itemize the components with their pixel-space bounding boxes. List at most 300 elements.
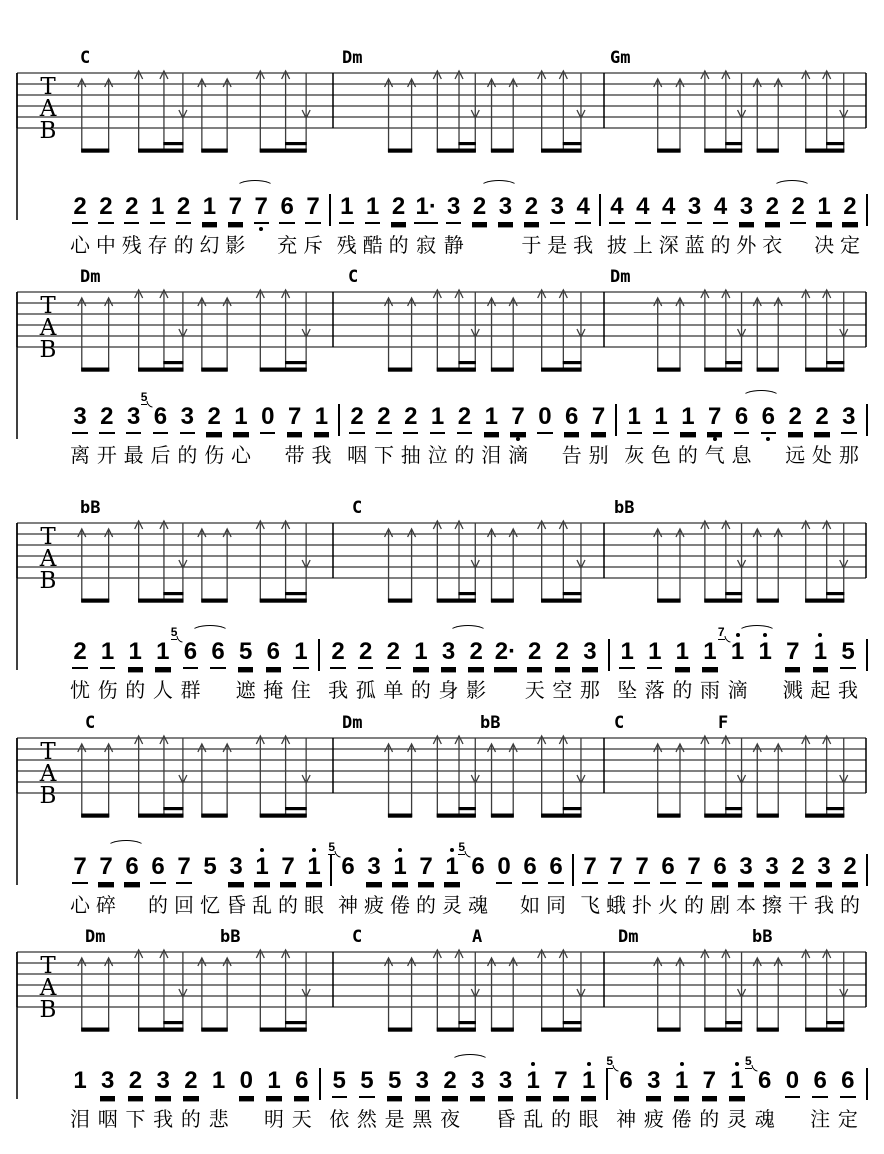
jianpu-number-wrap xyxy=(228,194,243,224)
lyric-char: 处 xyxy=(812,443,833,467)
lyric-char: 泣 xyxy=(427,443,448,467)
jianpu-number: 6 xyxy=(125,853,139,880)
note-token xyxy=(181,1068,201,1130)
jianpu-number-wrap xyxy=(619,639,634,669)
jianpu-number: 1 xyxy=(255,853,269,880)
lyric-char: 斥 xyxy=(303,233,324,257)
jianpu-number-wrap xyxy=(305,194,320,224)
lyric-char: 影 xyxy=(466,678,487,702)
jianpu-number: 0 xyxy=(261,403,275,430)
jianpu-number-wrap xyxy=(260,404,275,434)
lyric-char: 天 xyxy=(291,1107,312,1131)
jianpu-number-wrap xyxy=(124,854,139,884)
lyric-char: 色 xyxy=(651,443,672,467)
jianpu-number: 2 xyxy=(207,403,221,430)
measure-bar-line xyxy=(866,1068,868,1100)
note-token xyxy=(264,1068,284,1130)
jianpu-number-wrap xyxy=(444,854,459,884)
note-token xyxy=(170,625,201,702)
note-token xyxy=(678,404,698,466)
lyric-char: 心 xyxy=(70,233,90,257)
lyric-char: 的 xyxy=(410,678,431,702)
jianpu-number-wrap xyxy=(840,639,855,669)
note-token xyxy=(717,625,748,703)
jianpu-number-wrap xyxy=(254,854,269,884)
jianpu-number: 1 xyxy=(340,193,354,220)
lyric-char: 的 xyxy=(180,1107,201,1131)
lyric-char: 存 xyxy=(147,233,168,257)
lyric-char: 静 xyxy=(443,233,464,257)
lyric-char: 伤 xyxy=(97,678,118,702)
tab-letter-T: T xyxy=(40,739,56,765)
melody-line-3 xyxy=(70,625,868,703)
chord-label: Dm xyxy=(610,267,631,287)
lyric-char: 灵 xyxy=(442,893,462,917)
jianpu-number-wrap xyxy=(279,194,294,224)
jianpu-number-wrap xyxy=(99,404,114,434)
jianpu-number-wrap xyxy=(359,1068,374,1098)
tie-arc xyxy=(236,180,274,194)
jianpu-number-wrap xyxy=(328,840,355,884)
note-token xyxy=(525,639,545,701)
lyric-char: 滴 xyxy=(727,678,748,703)
chord-label: Gm xyxy=(610,48,631,68)
jianpu-number: 2 xyxy=(528,638,542,665)
jianpu-number-wrap xyxy=(239,1068,254,1098)
note-token xyxy=(208,639,228,701)
lyric-char: 起 xyxy=(810,678,831,702)
lyric-char: 的 xyxy=(177,443,198,467)
tab-letter-T: T xyxy=(40,74,56,100)
jianpu-number-wrap xyxy=(813,639,828,669)
note-token xyxy=(736,194,756,256)
jianpu-number: 2 xyxy=(843,193,857,220)
note-token xyxy=(562,404,582,466)
chord-label: bB xyxy=(80,498,101,518)
note-token xyxy=(311,404,331,466)
jianpu-number: 6 xyxy=(471,853,485,880)
note-token xyxy=(788,854,808,916)
jianpu-number: 1 xyxy=(156,638,170,665)
note-token xyxy=(624,404,644,466)
chord-label: bB xyxy=(220,927,241,947)
grace-note: 7 xyxy=(717,625,725,639)
jianpu-number: 3 xyxy=(180,403,194,430)
note-token xyxy=(125,1068,145,1130)
lyric-char: 伤 xyxy=(204,443,225,467)
lyric-char: 影 xyxy=(225,233,246,257)
lyric-char xyxy=(494,894,514,916)
note-token xyxy=(523,1068,543,1130)
note-token xyxy=(839,404,859,466)
jianpu-number: 3 xyxy=(367,853,381,880)
lyric-char: 的 xyxy=(173,233,194,257)
jianpu-number-wrap xyxy=(814,404,829,434)
jianpu-number: 1 xyxy=(267,1067,281,1094)
chord-label: C xyxy=(352,927,363,947)
jianpu-number: 1 xyxy=(414,638,428,665)
note-token xyxy=(788,194,808,256)
octave-dot-below xyxy=(766,437,770,441)
lyric-char: 定 xyxy=(839,233,860,257)
jianpu-number: 6 xyxy=(758,1067,772,1094)
jianpu-number: 6 xyxy=(813,1067,827,1094)
note-token xyxy=(277,194,297,256)
jianpu-number: 1 xyxy=(128,638,142,665)
jianpu-number-wrap xyxy=(332,1068,347,1098)
jianpu-number: 3 xyxy=(447,193,461,220)
jianpu-number: 2 xyxy=(331,638,345,665)
jianpu-number-wrap xyxy=(155,639,170,669)
jianpu-number-wrap xyxy=(128,1068,143,1098)
note-token xyxy=(251,194,271,256)
octave-dot-above xyxy=(736,633,740,637)
lyric-char: 于 xyxy=(521,233,542,257)
jianpu-number: 1 xyxy=(627,403,641,430)
jianpu-number: 5 xyxy=(238,638,253,665)
jianpu-number-wrap xyxy=(72,1068,87,1098)
jianpu-number: 7 xyxy=(591,403,606,430)
note-token xyxy=(98,639,118,701)
note-token xyxy=(97,404,117,466)
note-token xyxy=(252,854,272,916)
jianpu-number: 6 xyxy=(565,403,579,430)
jianpu-number: 7 xyxy=(786,638,800,665)
jianpu-number-wrap xyxy=(150,194,165,224)
octave-dot-above xyxy=(587,1062,591,1066)
note-token xyxy=(736,854,756,916)
note-token xyxy=(495,194,515,256)
lyric-char: 住 xyxy=(290,678,311,702)
note-token xyxy=(122,854,142,916)
chord-label: bB xyxy=(614,498,635,518)
lyric-char xyxy=(208,679,228,701)
note-token xyxy=(153,1068,173,1130)
note-token xyxy=(174,854,194,916)
grace-note: 5 xyxy=(140,390,148,404)
lyric-char xyxy=(258,444,278,466)
jianpu-number-wrap xyxy=(842,854,857,884)
lyric-char: 落 xyxy=(644,678,665,702)
lyric-char: 离 xyxy=(70,443,90,467)
note-token xyxy=(658,854,678,916)
note-token xyxy=(672,1068,692,1130)
lyric-char: 定 xyxy=(837,1107,858,1131)
note-token xyxy=(580,854,600,916)
octave-dot-below xyxy=(713,437,717,441)
lyric-char: 下 xyxy=(373,443,394,467)
lyric-char: 我 xyxy=(838,678,859,702)
lyric-char: 那 xyxy=(579,678,600,702)
jianpu-number: 6 xyxy=(734,403,749,430)
note-token xyxy=(96,194,116,256)
jianpu-number: 1 xyxy=(393,853,407,880)
melody-line-4 xyxy=(70,840,868,918)
lyric-char: 的 xyxy=(148,893,168,917)
jianpu-number: 6 xyxy=(761,403,776,430)
jianpu-number: 6 xyxy=(549,853,563,880)
measure-bar xyxy=(318,639,320,671)
jianpu-number-wrap xyxy=(100,639,115,669)
lyric-char: 咽 xyxy=(97,1107,118,1131)
jianpu-number-wrap xyxy=(717,625,745,669)
note-token xyxy=(440,1068,460,1130)
note-token xyxy=(732,404,752,466)
lyric-char: 我 xyxy=(153,1107,174,1131)
note-token xyxy=(389,194,409,256)
jianpu-number-wrap xyxy=(564,404,579,434)
note-token xyxy=(70,854,90,916)
note-token xyxy=(231,404,251,466)
lyric-char: 剧 xyxy=(710,893,730,917)
note-token xyxy=(814,854,834,916)
jianpu-number: 3 xyxy=(441,638,456,665)
jianpu-number-wrap xyxy=(498,1068,513,1098)
jianpu-number: 7 xyxy=(511,403,525,430)
measure-bar xyxy=(330,854,332,886)
note-token xyxy=(70,1068,90,1130)
note-token xyxy=(589,404,609,466)
jianpu-number-wrap xyxy=(537,404,552,434)
measure-bar xyxy=(866,854,868,886)
jianpu-number-wrap xyxy=(72,404,87,434)
jianpu-number: 5 xyxy=(387,1067,402,1094)
note-token xyxy=(745,1054,775,1132)
note-token xyxy=(814,194,834,256)
jianpu-number: 2 xyxy=(128,1067,143,1094)
jianpu-number-wrap xyxy=(314,404,329,434)
jianpu-number-wrap xyxy=(496,854,511,884)
note-token xyxy=(291,639,311,701)
jianpu-number-wrap xyxy=(575,194,590,224)
note-token xyxy=(383,639,403,701)
note-token xyxy=(204,404,224,466)
note-token xyxy=(236,1068,256,1130)
jianpu-number: 3 xyxy=(817,853,831,880)
jianpu-number: 1 xyxy=(817,193,831,220)
jianpu-number: 3 xyxy=(739,853,753,880)
jianpu-number: 1 xyxy=(581,1067,596,1094)
note-token xyxy=(838,639,858,701)
lyric-char xyxy=(468,1108,488,1130)
lyric-char: 我 xyxy=(311,443,332,467)
jianpu-number: 7 xyxy=(281,853,295,880)
lyric-char: 心 xyxy=(230,443,251,467)
note-token xyxy=(148,854,168,916)
note-token xyxy=(573,194,593,256)
jianpu-number-wrap xyxy=(609,194,624,224)
lyric-char: 的 xyxy=(125,678,146,702)
jianpu-number-wrap xyxy=(294,1068,309,1098)
measure-bar xyxy=(866,404,868,436)
jianpu-number-wrap xyxy=(386,639,401,669)
tab-letter-A: A xyxy=(39,96,57,122)
note-token xyxy=(70,639,90,701)
jianpu-number: 3 xyxy=(647,1067,661,1094)
octave-dot-above xyxy=(260,848,264,852)
note-token xyxy=(785,404,805,466)
note-token xyxy=(414,194,437,256)
jianpu-number-wrap xyxy=(661,194,676,224)
note-token xyxy=(606,1054,637,1132)
lyric-char: 带 xyxy=(284,443,305,467)
note-token xyxy=(226,854,246,916)
lyric-char: 蓝 xyxy=(684,233,705,257)
jianpu-number: 1 xyxy=(307,853,321,880)
note-token xyxy=(70,404,90,466)
jianpu-number: 3 xyxy=(471,1067,485,1094)
jianpu-number: 1 xyxy=(100,638,115,665)
jianpu-number-wrap xyxy=(293,639,308,669)
lyric-char: 抽 xyxy=(400,443,421,467)
lyric-char: 的 xyxy=(416,893,436,917)
tab-letter-T: T xyxy=(40,293,56,319)
jianpu-number: 7 xyxy=(99,853,113,880)
note-token xyxy=(547,194,567,256)
note-token xyxy=(329,1068,349,1130)
lyric-char: 扑 xyxy=(632,893,652,917)
jianpu-number-wrap xyxy=(484,404,499,434)
chord-label: F xyxy=(718,713,729,733)
jianpu-number: 0 xyxy=(497,853,511,880)
octave-dot-above xyxy=(818,633,822,637)
jianpu-number-wrap xyxy=(128,639,143,669)
tie-arc xyxy=(107,840,145,854)
note-token xyxy=(521,194,541,256)
note-token xyxy=(755,639,775,701)
note-token xyxy=(496,1068,516,1130)
jianpu-number: 7 xyxy=(419,853,433,880)
jianpu-number-wrap xyxy=(211,1068,226,1098)
chord-label: Dm xyxy=(342,713,363,733)
lyric-char: 别 xyxy=(588,443,609,467)
lyric-char: 灵 xyxy=(726,1107,747,1131)
jianpu-number: 1 xyxy=(150,193,165,220)
jianpu-number-wrap xyxy=(413,639,428,669)
jianpu-number-wrap xyxy=(816,194,831,224)
note-token xyxy=(810,1068,830,1130)
note-token xyxy=(140,390,171,467)
lyric-char: 我 xyxy=(814,893,834,917)
jianpu-number-wrap xyxy=(634,854,649,884)
jianpu-number-wrap xyxy=(653,404,668,434)
jianpu-number: 7 xyxy=(228,193,243,220)
lyric-char: 黑 xyxy=(412,1107,433,1131)
jianpu-number-wrap xyxy=(339,194,354,224)
jianpu-number-wrap xyxy=(98,854,113,884)
tie-arc xyxy=(451,1054,489,1068)
lyric-char xyxy=(782,1108,802,1130)
note-token xyxy=(699,1068,719,1130)
jianpu-number: 2 xyxy=(555,638,569,665)
jianpu-number-wrap xyxy=(553,1068,568,1098)
jianpu-number: 4 xyxy=(610,193,624,220)
jianpu-number: 2 xyxy=(73,193,87,220)
jianpu-number: 1 xyxy=(366,193,380,220)
jianpu-number: 1 xyxy=(445,853,459,880)
note-token xyxy=(356,639,376,701)
jianpu-number: 1 xyxy=(675,638,690,665)
jianpu-number: 6 xyxy=(341,853,355,880)
jianpu-number: 2 xyxy=(815,403,829,430)
jianpu-number-wrap xyxy=(712,854,727,884)
note-token xyxy=(328,840,358,918)
jianpu-number-wrap xyxy=(238,639,253,669)
measure-bar xyxy=(866,1068,868,1100)
jianpu-number-wrap xyxy=(183,1068,198,1098)
jianpu-number-wrap xyxy=(430,404,445,434)
jianpu-number-wrap xyxy=(365,194,380,224)
jianpu-number: 2 xyxy=(125,193,139,220)
jianpu-number-wrap xyxy=(392,854,407,884)
lyric-char: 残 xyxy=(121,233,142,257)
note-token xyxy=(303,194,323,256)
grace-note: 5 xyxy=(170,625,178,639)
measure-bar-line xyxy=(338,404,340,436)
jianpu-number-wrap xyxy=(739,194,754,224)
jianpu-number-wrap xyxy=(758,639,773,669)
lyric-char: 咽 xyxy=(347,443,368,467)
measure-bar xyxy=(866,639,868,671)
lyric-char: 干 xyxy=(788,893,808,917)
lyric-char: 残 xyxy=(336,233,357,257)
lyric-char: 是 xyxy=(384,1107,405,1131)
jianpu-number-wrap xyxy=(738,854,753,884)
note-token xyxy=(481,404,501,466)
jianpu-number-wrap xyxy=(524,194,539,224)
jianpu-number-wrap xyxy=(812,1068,827,1098)
jianpu-number-wrap xyxy=(674,1068,689,1098)
note-token xyxy=(442,854,462,916)
lyric-char xyxy=(251,234,271,256)
jianpu-number: 1 xyxy=(73,1067,87,1094)
jianpu-number: 0 xyxy=(785,1067,800,1094)
lyric-char: 如 xyxy=(520,893,540,917)
jianpu-number: 1 xyxy=(674,1067,689,1094)
measure-bar-line xyxy=(572,854,574,886)
lyric-char xyxy=(236,1108,256,1130)
measure-bar-line xyxy=(866,854,868,886)
lyric-char: 掩 xyxy=(263,678,284,702)
grace-note: 5 xyxy=(745,1054,752,1068)
jianpu-number: 1 xyxy=(202,193,217,220)
note-token xyxy=(364,854,384,916)
jianpu-number: 6 xyxy=(713,853,727,880)
jianpu-number-wrap xyxy=(206,404,221,434)
jianpu-number: 7 xyxy=(708,403,722,430)
lyric-char: 单 xyxy=(383,678,404,702)
measure-bar-line xyxy=(329,194,331,226)
jianpu-number-wrap xyxy=(785,1068,800,1098)
note-token xyxy=(685,194,705,256)
note-token xyxy=(357,1068,377,1130)
lyric-char: 悲 xyxy=(208,1107,229,1132)
note-token xyxy=(225,194,245,256)
jianpu-number-wrap xyxy=(790,194,805,224)
lyric-char: 火 xyxy=(658,893,678,917)
jianpu-number: 6 xyxy=(211,638,225,665)
jianpu-number-wrap xyxy=(734,404,749,434)
jianpu-number: 0 xyxy=(538,403,552,430)
tie-arc xyxy=(480,180,518,194)
note-token xyxy=(633,194,653,256)
jianpu-number-wrap xyxy=(266,1068,281,1098)
lyric-char: 气 xyxy=(704,443,725,467)
note-token xyxy=(651,404,671,466)
jianpu-number: 7 xyxy=(177,853,191,880)
note-token xyxy=(810,639,830,701)
jianpu-number: 1 xyxy=(703,638,717,665)
